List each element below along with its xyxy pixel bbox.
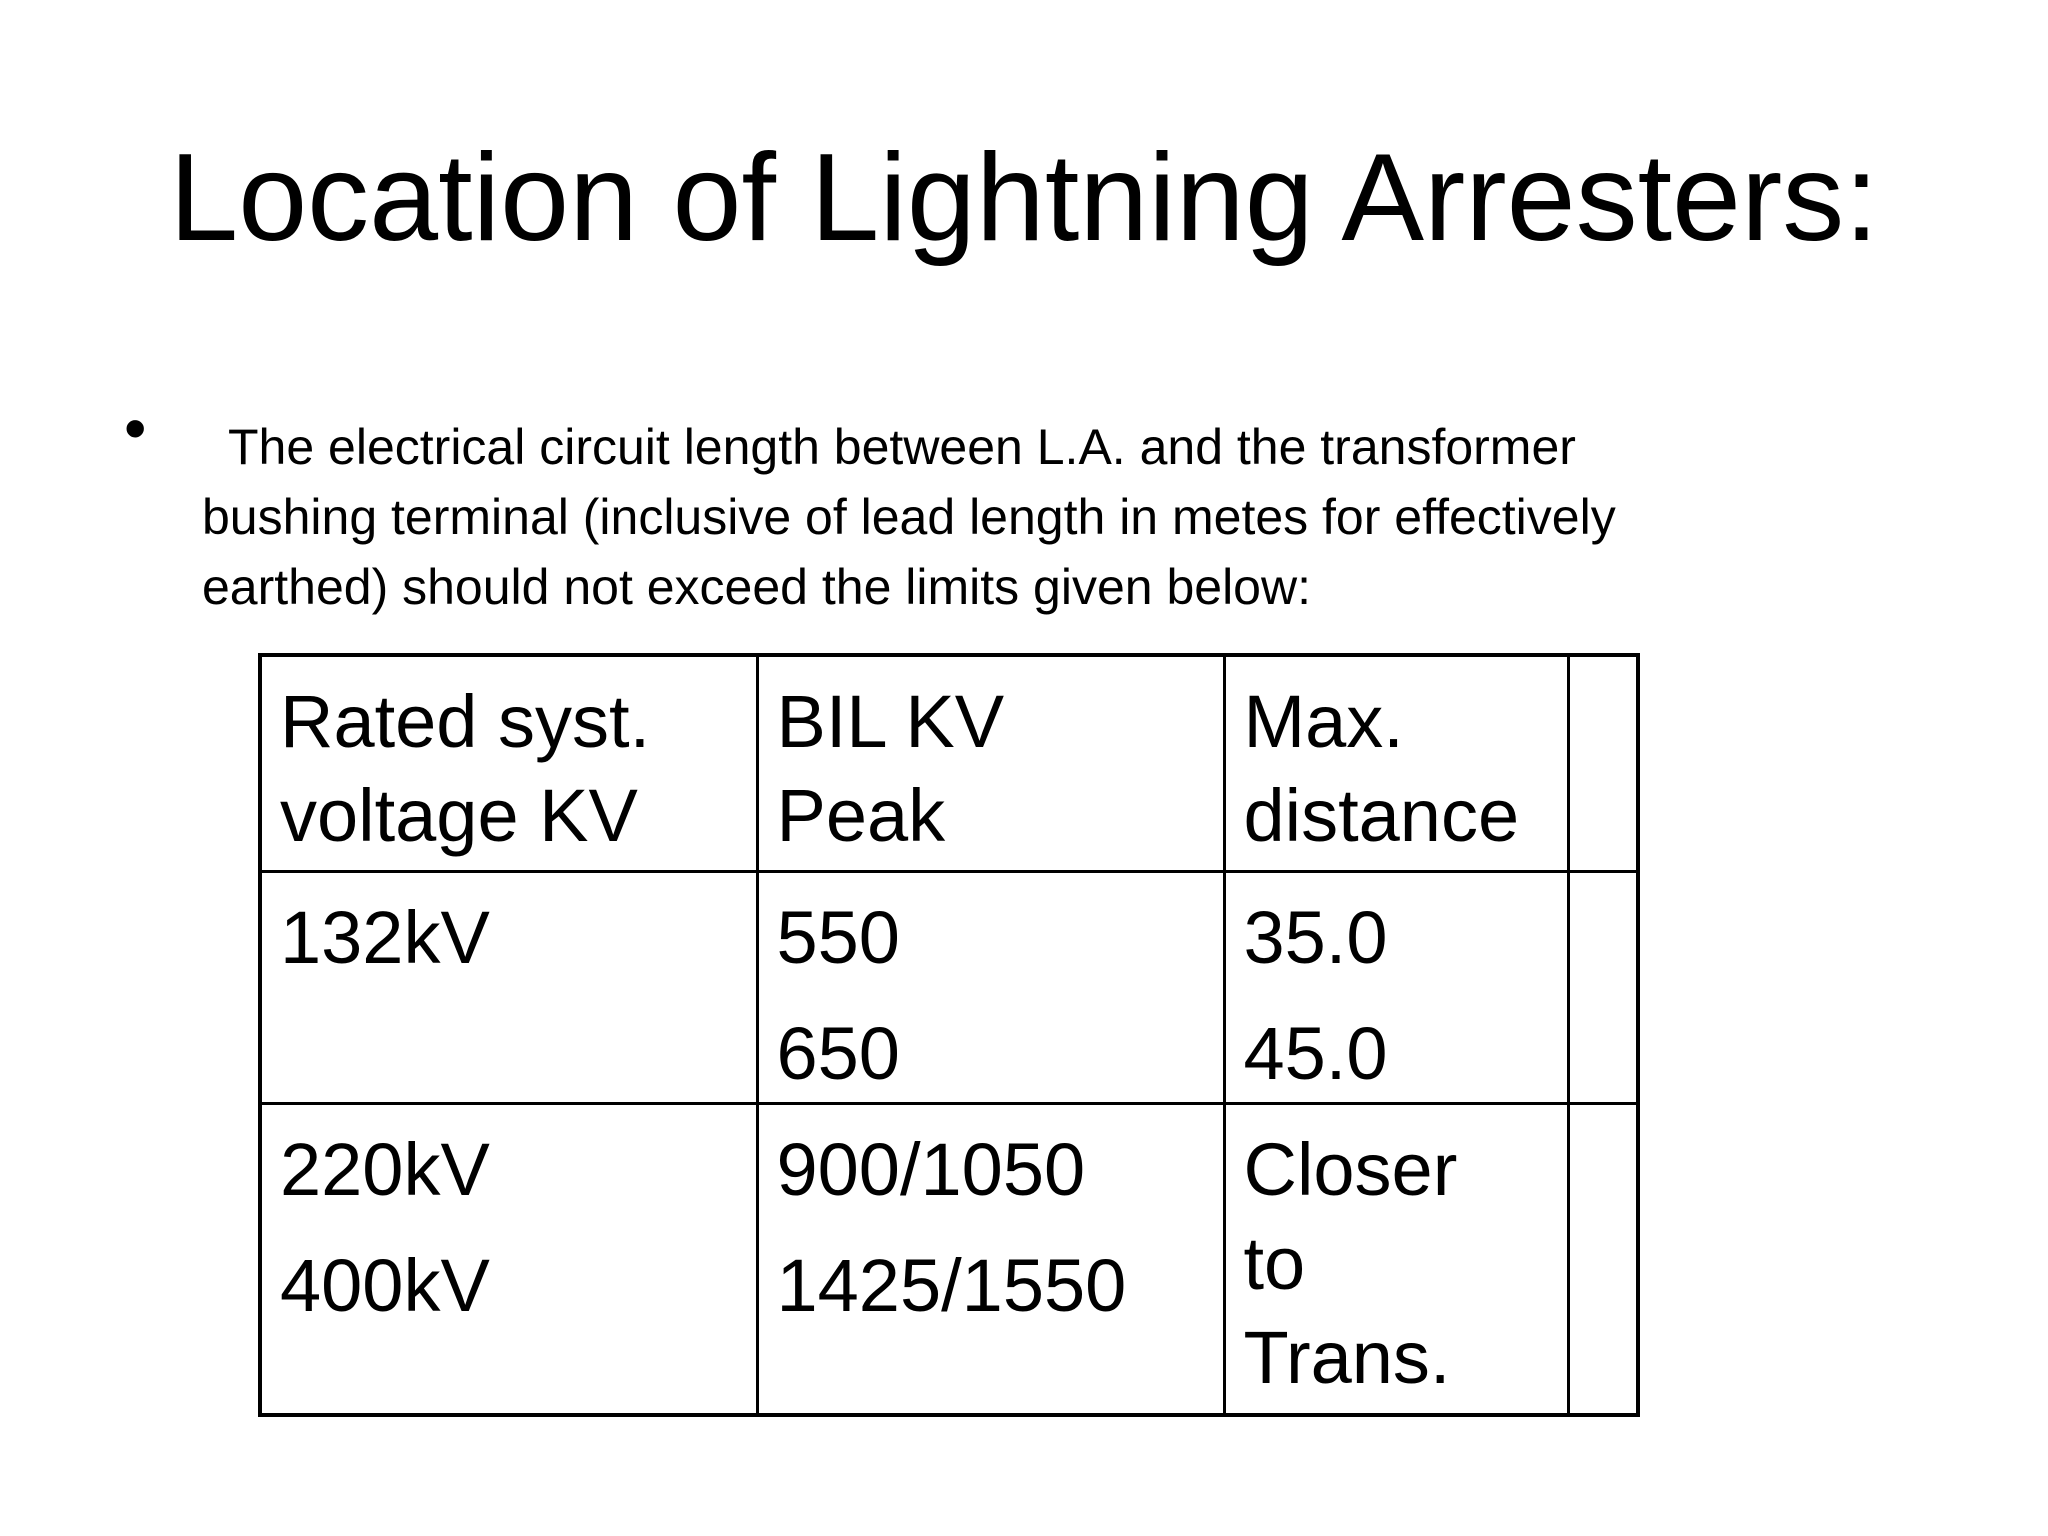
- cell-bil: 900/1050 1425/1550: [757, 1103, 1224, 1415]
- header-max-distance: Max. distance: [1224, 655, 1568, 871]
- cell-distance: Closer to Trans.: [1224, 1103, 1568, 1415]
- distance-limits-table: [258, 653, 1640, 1417]
- empty-cell: [1568, 871, 1638, 1103]
- empty-cell: [1568, 655, 1638, 871]
- slide-title: Location of Lightning Arresters:: [169, 129, 1879, 267]
- cell-voltage: 132kV: [260, 871, 757, 1103]
- table-row: [260, 871, 1638, 1103]
- bullet-line-2: bushing terminal (inclusive of lead length in metes for effectively: [202, 489, 1616, 545]
- cell-voltage: 220kV 400kV: [260, 1103, 757, 1415]
- bullet-line-3: earthed) should not exceed the limits given below:: [202, 559, 1311, 615]
- bullet-text: [202, 412, 1922, 622]
- empty-cell: [1568, 1103, 1638, 1415]
- bullet-line-1: The electrical circuit length between L.A. and the transformer: [228, 419, 1576, 475]
- header-bil: BIL KV Peak: [757, 655, 1224, 871]
- header-rated-voltage: Rated syst. voltage KV: [260, 655, 757, 871]
- cell-bil: 550 650: [757, 871, 1224, 1103]
- cell-distance: 35.0 45.0: [1224, 871, 1568, 1103]
- table-header-row: [260, 655, 1638, 871]
- table-row: [260, 1103, 1638, 1415]
- bullet-icon: •: [124, 392, 147, 464]
